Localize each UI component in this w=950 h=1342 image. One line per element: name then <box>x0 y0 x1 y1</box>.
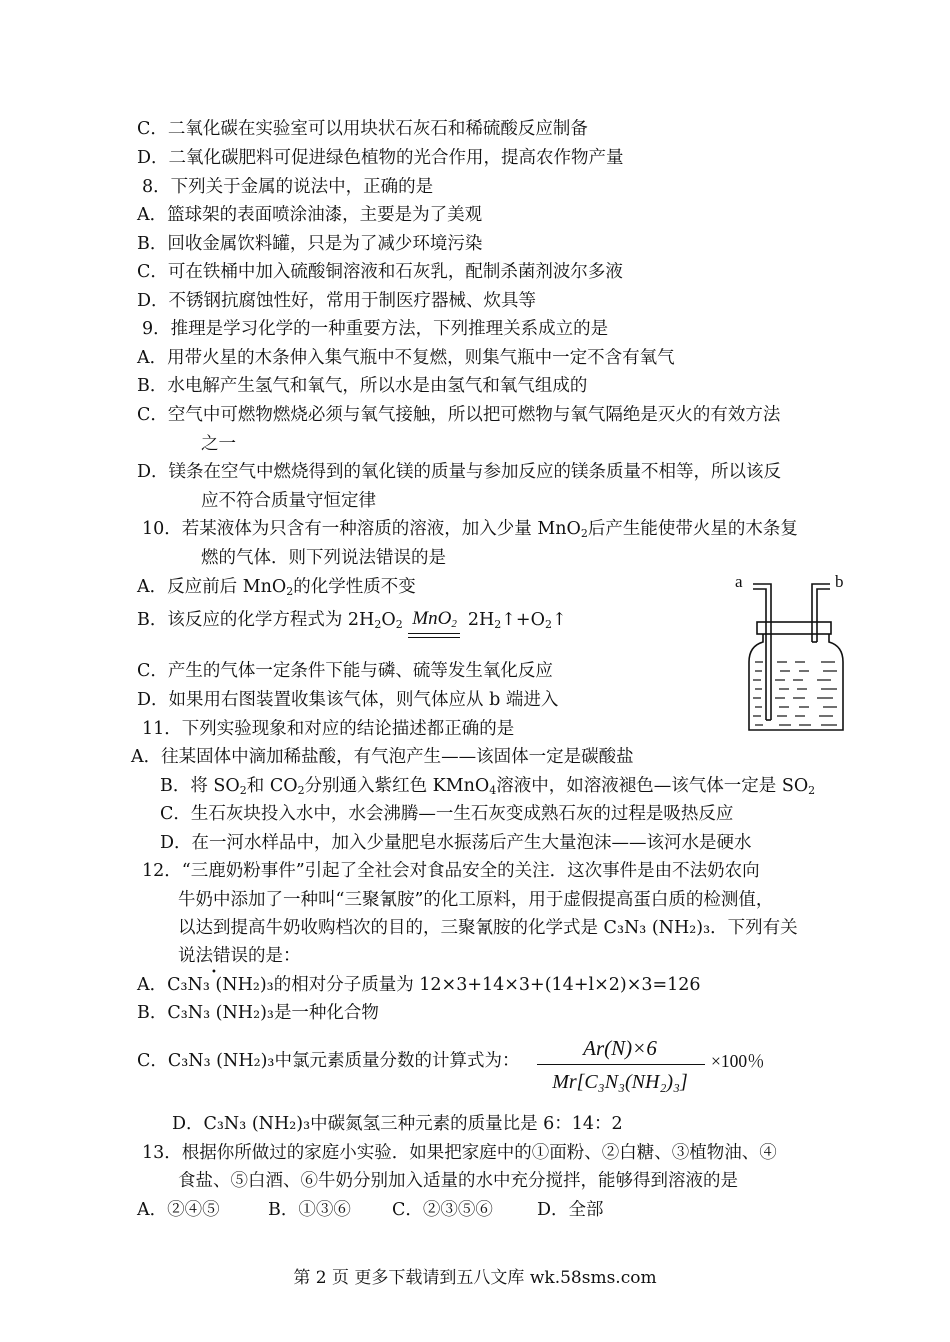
emphasis-dot: • <box>211 967 217 978</box>
q10-option-a: A．反应前后 MnO$_2$的化学性质不变 <box>137 577 416 598</box>
q13-stem-line1: 13．根据你所做过的家庭小实验．如果把家庭中的①面粉、②白糖、③植物油、④ <box>142 1143 777 1163</box>
q7-option-c: C．二氧化碳在实验室可以用块状石灰石和稀硫酸反应制备 <box>137 119 588 139</box>
q11-option-b: B．将 $SO_2$和 $CO_2$分别通入紫红色 KMnO$_4$溶液中，如溶液褪色—该气体一定是 $SO_2$ <box>160 776 816 797</box>
q11-stem: 11．下列实验现象和对应的结论描述都正确的是 <box>142 719 515 739</box>
q8-stem: 8．下列关于金属的说法中，正确的是 <box>142 177 434 197</box>
q12-option-b: B．C₃N₃ (NH₂)₃是一种化合物 <box>137 1003 379 1023</box>
q9-option-c-line1: C．空气中可燃物燃烧必须与氧气接触，所以把可燃物与氧气隔绝是灭火的有效方法 <box>137 405 781 425</box>
q10-option-c: C．产生的气体一定条件下能与磷、硫等发生氧化反应 <box>137 661 553 681</box>
fraction-numerator: Ar(N)×6 <box>583 1036 657 1060</box>
q8-option-b: B．回收金属饮料罐，只是为了减少环境污染 <box>137 234 483 254</box>
q12-stem-line4: 说法错误的是： <box>178 946 301 966</box>
q11-option-d: D．在一河水样品中，加入少量肥皂水振荡后产生大量泡沫——该河水是硬水 <box>160 833 752 853</box>
q9-option-d-line2: 应不符合质量守恒定律 <box>201 491 376 511</box>
fraction-bar <box>537 1064 705 1065</box>
gas-bottle-figure <box>735 570 855 740</box>
q11-option-a: A．往某固体中滴加稀盐酸，有气泡产生——该固体一定是碳酸盐 <box>131 747 634 767</box>
q13-option-c: C．②③⑤⑥ <box>392 1200 493 1220</box>
q10-option-d: D．如果用右图装置收集该气体，则气体应从 b 端进入 <box>137 690 559 710</box>
bottle-drawing <box>735 570 855 740</box>
q13-option-b: B．①③⑥ <box>268 1200 351 1220</box>
figure-label-b: b <box>835 572 844 591</box>
figure-label-a: a <box>735 572 743 591</box>
q9-option-a: A．用带火星的木条伸入集气瓶中不复燃，则集气瓶中一定不含有氧气 <box>137 348 675 368</box>
q12-stem-line2: 牛奶中添加了一种叫“三聚氰胺”的化工原料，用于虚假提高蛋白质的检测值， <box>178 890 774 910</box>
page-footer: 第 2 页 更多下载请到五八文库 wk.58sms.com <box>293 1268 657 1288</box>
q12-option-c: C．C₃N₃ (NH₂)₃中氯元素质量分数的计算式为： <box>137 1051 520 1071</box>
q13-option-d: D．全部 <box>537 1200 604 1220</box>
q13-option-a: A．②④⑤ <box>137 1200 220 1220</box>
q9-option-d-line1: D．镁条在空气中燃烧得到的氧化镁的质量与参加反应的镁条质量不相等，所以该反 <box>137 462 782 482</box>
q12-option-a: A．C₃N₃ (NH₂)₃的相对分子质量为 12×3+14×3+(14+l×2)×3=126 <box>137 975 701 995</box>
q8-option-d: D．不锈钢抗腐蚀性好，常用于制医疗器械、炊具等 <box>137 291 537 311</box>
fraction-denominator: Mr[C₃N₃(NH₂)₃] <box>552 1071 688 1093</box>
percent-factor: ×100％ <box>711 1051 765 1071</box>
q10-option-b: B．该反应的化学方程式为 $2H_2O_2$ MnO$_2$ $2H_2↑+O_2↑$ <box>137 609 567 631</box>
q7-option-d: D．二氧化碳肥料可促进绿色植物的光合作用，提高农作物产量 <box>137 148 624 168</box>
reaction-condition: MnO$_2$ <box>408 609 462 631</box>
q9-option-b: B．水电解产生氢气和氧气，所以水是由氢气和氧气组成的 <box>137 376 588 396</box>
q9-stem: 9．推理是学习化学的一种重要方法，下列推理关系成立的是 <box>142 319 609 339</box>
q9-option-c-line2: 之一 <box>201 434 236 454</box>
q10-stem-line1: 10．若某液体为只含有一种溶质的溶液，加入少量 MnO$_2$后产生能使带火星的木条复 <box>142 519 798 540</box>
q10-stem-line2: 燃的气体．则下列说法错误的是 <box>201 548 446 568</box>
q12-stem-line1: 12．“三鹿奶粉事件”引起了全社会对食品安全的关注．这次事件是由不法奶农向 <box>142 861 760 881</box>
q8-option-c: C．可在铁桶中加入硫酸铜溶液和石灰乳，配制杀菌剂波尔多液 <box>137 262 623 282</box>
q12-stem-line3: 以达到提高牛奶收购档次的目的，三聚氰胺的化学式是 C₃N₃ (NH₂)₃．下列有关 <box>178 918 798 938</box>
q8-option-a: A．篮球架的表面喷涂油漆，主要是为了美观 <box>137 205 483 225</box>
q11-option-c: C．生石灰块投入水中，水会沸腾—一生石灰变成熟石灰的过程是吸热反应 <box>160 804 734 824</box>
q13-stem-line2: 食盐、⑤白酒、⑥牛奶分别加入适量的水中充分搅拌，能够得到溶液的是 <box>178 1171 738 1191</box>
q12-option-d: D．C₃N₃ (NH₂)₃中碳氮氢三种元素的质量比是 6：14：2 <box>172 1114 623 1134</box>
